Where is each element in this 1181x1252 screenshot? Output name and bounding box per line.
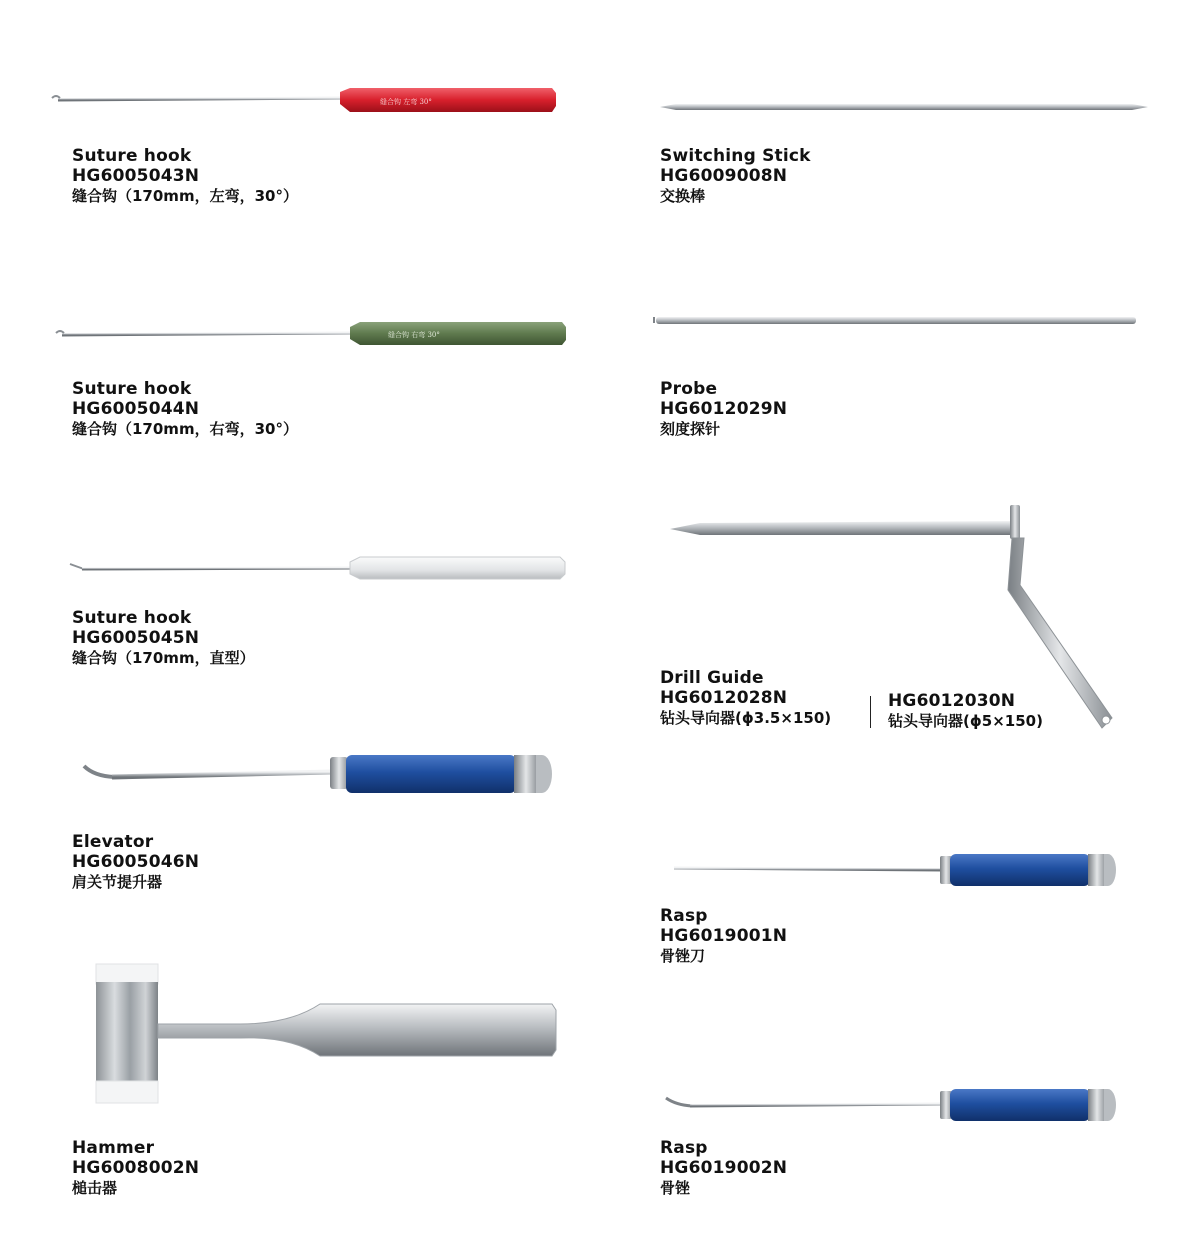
product-description: 肩关节提升器 — [72, 873, 163, 891]
product-code: HG6005045N — [72, 628, 200, 648]
product-name: Switching Stick — [660, 146, 811, 166]
product-label-suture-hook-3 — [72, 608, 255, 668]
product-name: Hammer — [72, 1138, 155, 1158]
suture-hook-green-image — [56, 322, 566, 345]
product-label-hammer — [72, 1138, 199, 1198]
product-code: HG6005046N — [72, 852, 200, 872]
product-code: HG6012028N — [660, 688, 788, 708]
suture-hook-red-image — [52, 88, 556, 112]
product-description: 交换棒 — [660, 187, 706, 205]
hammer-image — [96, 964, 556, 1103]
product-code: HG6019001N — [660, 926, 788, 946]
product-code: HG6019002N — [660, 1158, 788, 1178]
product-code: HG6012029N — [660, 399, 788, 419]
product-name: Suture hook — [72, 379, 192, 399]
product-description: 钻头导向器(ϕ5×150) — [888, 712, 1043, 730]
product-name: Probe — [660, 379, 718, 399]
product-description: 缝合钩（170mm，右弯，30°） — [72, 420, 298, 438]
product-description: 刻度探针 — [660, 420, 721, 438]
product-label-rasp-1 — [660, 906, 787, 966]
product-description: 槌击器 — [72, 1179, 118, 1197]
product-name: Rasp — [660, 906, 708, 926]
product-code: HG6012030N — [888, 691, 1016, 711]
product-code: HG6005044N — [72, 399, 200, 419]
product-code: HG6008002N — [72, 1158, 200, 1178]
variant-divider — [870, 696, 871, 728]
product-label-rasp-2 — [660, 1138, 787, 1198]
product-name: Rasp — [660, 1138, 708, 1158]
rasp-1-image — [674, 854, 1116, 886]
product-label-elevator — [72, 832, 199, 892]
product-name: Drill Guide — [660, 668, 764, 688]
product-description: 缝合钩（170mm，直型） — [72, 649, 255, 667]
switching-stick-image — [660, 104, 1148, 110]
product-description: 骨锉刀 — [660, 947, 706, 965]
product-name: Suture hook — [72, 146, 192, 166]
product-description: 骨锉 — [660, 1179, 691, 1197]
product-name: Elevator — [72, 832, 154, 852]
probe-image — [654, 317, 1136, 324]
product-label-suture-hook-1 — [72, 146, 298, 206]
rasp-2-image — [666, 1089, 1116, 1121]
product-code: HG6005043N — [72, 166, 200, 186]
product-name: Suture hook — [72, 608, 192, 628]
handle-engraving: 缝合钩 右弯 30° — [388, 331, 440, 339]
product-description: 缝合钩（170mm，左弯，30°） — [72, 187, 298, 205]
elevator-image — [84, 755, 552, 793]
handle-engraving: 缝合钩 左弯 30° — [380, 98, 432, 106]
suture-hook-silver-image — [70, 557, 565, 579]
product-label-suture-hook-2 — [72, 379, 298, 439]
product-label-probe — [660, 379, 787, 439]
product-code: HG6009008N — [660, 166, 788, 186]
product-label-drill-guide-variant — [888, 691, 1043, 731]
product-label-switching-stick — [660, 146, 811, 206]
product-label-drill-guide — [660, 668, 831, 728]
product-description: 钻头导向器(ϕ3.5×150) — [660, 709, 832, 727]
